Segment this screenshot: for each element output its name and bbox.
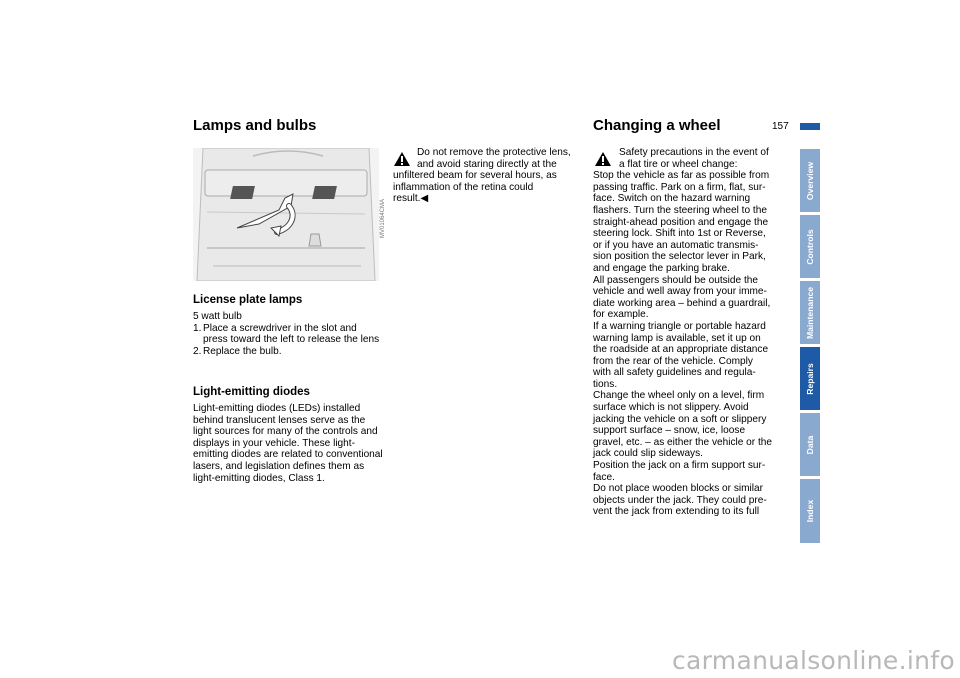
warning-line: Do not remove the protective lens, bbox=[417, 147, 571, 158]
warning-line: or if you have an automatic transmis- bbox=[593, 239, 759, 251]
warning-line: for example. bbox=[593, 309, 649, 321]
warning-line: vent the jack from extending to its full bbox=[593, 506, 760, 518]
warning-line: and avoid staring directly at the bbox=[417, 158, 557, 170]
warning-line: objects under the jack. They could pre- bbox=[593, 494, 767, 506]
warning-line: tions. bbox=[593, 378, 618, 390]
warning-line: flashers. Turn the steering wheel to the bbox=[593, 204, 767, 216]
warning-line: Stop the vehicle as far as possible from bbox=[593, 170, 770, 182]
top-accent-bar bbox=[800, 123, 820, 130]
tab-label: Repairs bbox=[805, 362, 815, 395]
warning-line: diate working area – behind a guardrail, bbox=[593, 297, 771, 309]
warning-line: from the rear of the vehicle. Comply bbox=[593, 355, 753, 367]
tab-label: Index bbox=[805, 499, 815, 523]
warning-line: passing traffic. Park on a firm, flat, sur- bbox=[593, 181, 766, 193]
warning-line: support surface – snow, ice, loose bbox=[593, 425, 746, 437]
warning-line: If a warning triangle or portable hazard bbox=[593, 320, 766, 332]
wheel-safety-warning bbox=[593, 147, 791, 518]
warning-line: Change the wheel only on a level, firm bbox=[593, 390, 765, 402]
led-paragraph: Light-emitting diodes (LEDs) installed behind translucent lenses serve as the light sources for many of the controls and displays in your vehicle. These light-emitting diodes are related to conventional lasers, and legislation defines them as light-emitting diodes, Class 1. bbox=[193, 403, 383, 484]
watermark: carmanualsonline.info bbox=[672, 646, 955, 675]
list-item-number: 1. bbox=[193, 322, 202, 334]
lens-warning bbox=[393, 147, 588, 205]
warning-line: Position the jack on a firm support sur- bbox=[593, 460, 766, 472]
bulb-spec: 5 watt bulb bbox=[193, 311, 242, 322]
tab-maintenance[interactable] bbox=[800, 281, 820, 344]
tab-repairs[interactable] bbox=[800, 347, 820, 410]
warning-line: straight-ahead position and engage the bbox=[593, 216, 769, 228]
warning-line: unfiltered beam for several hours, as bbox=[393, 170, 557, 182]
led-heading: Light-emitting diodes bbox=[193, 386, 310, 398]
list-item-text: Place a screwdriver in the slot and press toward the left to release the lens bbox=[203, 322, 380, 346]
tab-label: Controls bbox=[805, 228, 815, 265]
warning-line: gravel, etc. – as either the vehicle or the bbox=[593, 436, 772, 448]
tab-overview[interactable] bbox=[800, 149, 820, 212]
tab-label: Overview bbox=[805, 161, 815, 200]
warning-line: sion position the selector lever in Park, bbox=[593, 251, 766, 263]
figure-illustration bbox=[193, 148, 379, 281]
warning-line: with all safety guidelines and regula- bbox=[593, 367, 756, 379]
figure-code: MV01064CMA bbox=[380, 198, 386, 238]
warning-line: face. Switch on the hazard warning bbox=[593, 193, 751, 205]
section-heading-lamps: Lamps and bulbs bbox=[193, 117, 317, 134]
warning-line: All passengers should be outside the bbox=[593, 274, 758, 286]
warning-line: steering lock. Shift into 1st or Reverse, bbox=[593, 228, 766, 240]
tab-data[interactable] bbox=[800, 413, 820, 476]
license-plate-section bbox=[193, 311, 383, 357]
list-item bbox=[193, 346, 383, 358]
tab-label: Data bbox=[805, 435, 815, 454]
tab-index[interactable] bbox=[800, 479, 820, 543]
list-item-number: 2. bbox=[193, 345, 202, 357]
page-number: 157 bbox=[772, 121, 789, 132]
warning-line: face. bbox=[593, 471, 615, 483]
warning-line: the roadside at an appropriate distance bbox=[593, 344, 769, 356]
tab-controls[interactable] bbox=[800, 215, 820, 278]
warning-line: jack could slip sideways. bbox=[593, 448, 703, 460]
list-item-text: Replace the bulb. bbox=[203, 345, 282, 357]
list-item bbox=[193, 323, 383, 346]
warning-line: a flat tire or wheel change: bbox=[619, 158, 738, 170]
warning-line: Do not place wooden blocks or similar bbox=[593, 483, 763, 495]
section-heading-wheel: Changing a wheel bbox=[593, 117, 721, 134]
tab-label: Maintenance bbox=[805, 286, 815, 339]
warning-line: and engage the parking brake. bbox=[593, 262, 730, 274]
warning-line: warning lamp is available, set it up on bbox=[593, 332, 761, 344]
warning-line: surface which is not slippery. Avoid bbox=[593, 402, 749, 414]
warning-line: inflammation of the retina could bbox=[393, 181, 534, 193]
warning-line: vehicle and well away from your imme- bbox=[593, 286, 767, 298]
warning-line: Safety precautions in the event of bbox=[619, 147, 769, 158]
warning-line: result.◀ bbox=[393, 193, 429, 205]
warning-line: jacking the vehicle on a soft or slippery bbox=[593, 413, 767, 425]
license-plate-heading: License plate lamps bbox=[193, 294, 303, 306]
license-plate-lamp-figure bbox=[193, 148, 379, 281]
